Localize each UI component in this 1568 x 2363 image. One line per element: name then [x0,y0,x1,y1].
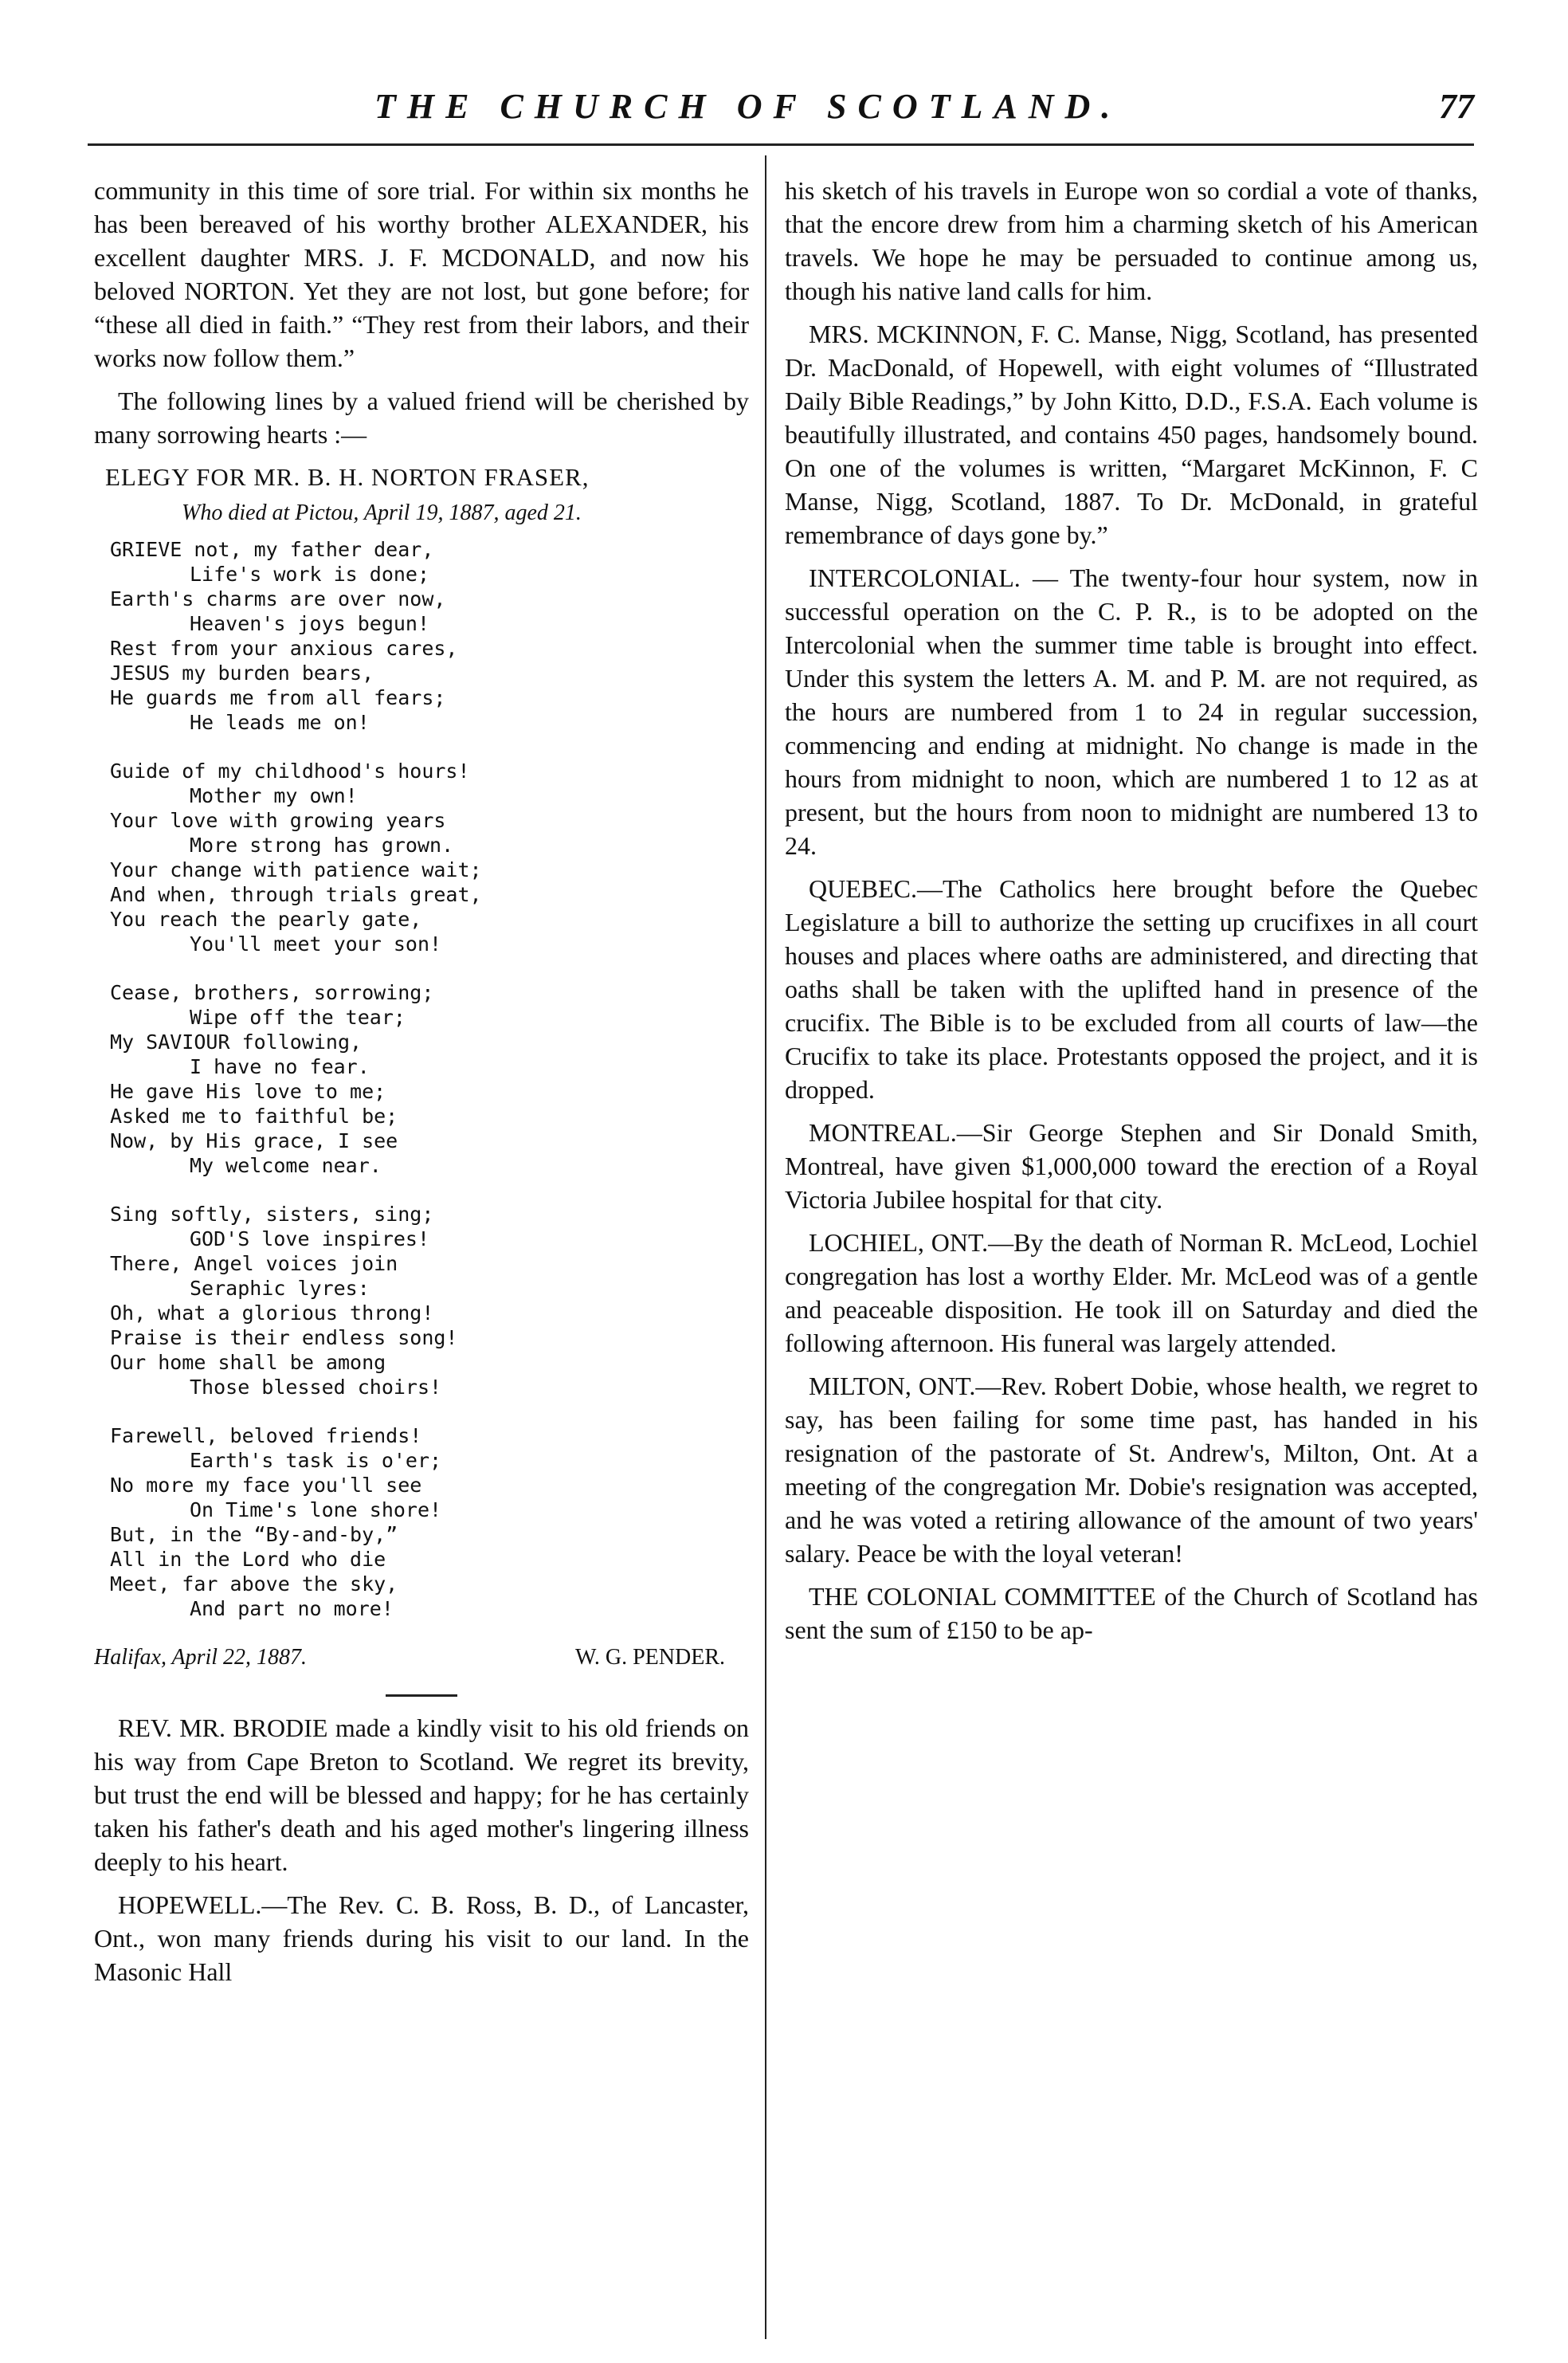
poem-stanza [110,980,749,1178]
poem-line: Praise is their endless song! [110,1326,458,1349]
poem-line: On Time's lone shore! [190,1498,442,1521]
poem-line: Wipe off the tear; [190,1006,406,1029]
poem-line: More strong has grown. [190,834,454,857]
poem-line: Your love with growing years [110,809,446,832]
poem-line: Asked me to faithful be; [110,1105,398,1128]
poem-line: Rest from your anxious cares, [110,637,458,660]
right-column [785,174,1478,2326]
poem-stanza [110,1423,749,1621]
left-column [94,174,749,2326]
poem-line: Now, by His grace, I see [110,1129,398,1152]
poem-line: My welcome near. [190,1154,382,1177]
poem-line: Our home shall be among [110,1351,386,1374]
column-divider [765,155,766,2339]
header-rule [88,143,1474,146]
poem-line: Oh, what a glorious throng! [110,1301,434,1325]
poem-line: But, in the “By-and-by,” [110,1523,398,1546]
paragraph-intro-lines: The following lines by a valued friend will be cherished by many sorrowing hearts :— [94,387,749,449]
paragraph-colonial-committee: THE COLONIAL COMMITTEE of the Church of Scotland has sent the sum of £150 to be ap- [785,1582,1478,1644]
poem-line: My SAVIOUR following, [110,1030,363,1054]
poem-stanza [110,759,749,956]
poem-signature [94,1645,749,1680]
paragraph-hopewell: HOPEWELL.—The Rev. C. B. Ross, B. D., of Lancaster, Ont., won many friends during his visit to our land. In the Masonic Hall [94,1890,749,1986]
poem-line: Earth's charms are over now, [110,587,446,610]
poem-line: Earth's task is o'er; [190,1449,442,1472]
poem-line: Those blessed choirs! [190,1376,442,1399]
poem-line: JESUS my burden bears, [110,661,374,685]
poem-line: He guards me from all fears; [110,686,446,709]
poem-line: You reach the pearly gate, [110,908,422,931]
poem-line: Life's work is done; [190,563,430,586]
paragraph-montreal: MONTREAL.—Sir George Stephen and Sir Donald Smith, Montreal, have given $1,000,000 toward the erection of a Royal Victoria Jubilee hospital for that city. [785,1118,1478,1214]
paragraph-continuation: community in this time of sore trial. For within six months he has been bereaved of his worthy brother ALEXANDER, his excellent daughter MRS. J. F. MCDONALD, and now his beloved NORTON. Yet they are not lost, but gone before; for “these all died in faith.” “They rest from their labors, and their works now follow them.” [94,176,749,372]
paragraph-mckinnon: MRS. MCKINNON, F. C. Manse, Nigg, Scotland, has presented Dr. MacDonald, of Hopewell, with eight volumes of “Illustrated Daily Bible Readings,” by John Kitto, D.D., F.S.A. Each volume is beautifully illustrated, and contains 450 pages, handsomely bound. On one of the volumes is written, “Margaret McKinnon, F. C Manse, Nigg, Scotland, 1887. To Dr. McDonald, in grateful remembrance of days gone by.” [785,320,1478,549]
poem-line: Sing softly, sisters, sing; [110,1203,434,1226]
signature-place-date: Halifax, April 22, 1887. [94,1645,308,1670]
paragraph-lochiel: LOCHIEL, ONT.—By the death of Norman R. McLeod, Lochiel congregation has lost a worthy Elder. Mr. McLeod was of a gentle and peaceable disposition. He took ill on Saturday and died the following afternoon. His funeral was largely attended. [785,1228,1478,1357]
poem-line: He leads me on! [190,711,370,734]
poem-line: Mother my own! [190,784,358,807]
signature-author: W. G. PENDER. [575,1645,725,1670]
poem-line: You'll meet your son! [190,932,442,956]
paragraph-milton: MILTON, ONT.—Rev. Robert Dobie, whose health, we regret to say, has been failing for some time past, has handed in his resignation of the pastorate of St. Andrew's, Milton, Ont. At a meeting of the congregation Mr. Dobie's resignation was accepted, and he was voted a retiring allowance of the amount of two years' salary. Peace be with the loyal veteran! [785,1372,1478,1568]
page-number: 77 [1439,87,1474,126]
running-title: THE CHURCH OF SCOTLAND. [374,87,1122,126]
paragraph-intercolonial: INTERCOLONIAL. — The twenty-four hour system, now in successful operation on the C. P. R., is to be adopted on the Intercolonial when the summer time table is brought into effect. Under this system the letters A. M. and P. M. are not required, as the hours are numbered from 1 to 24 in regular succession, commencing and ending at midnight. No change is made in the hours from midnight to noon, which are numbered 1 to 12 as at present, but the hours from noon to midnight are numbered 13 to 24. [785,563,1478,860]
running-head [88,86,1474,142]
poem-line: No more my face you'll see [110,1474,422,1497]
paragraph-quebec: QUEBEC.—The Catholics here brought before the Quebec Legislature a bill to authorize the setting up crucifixes in all court houses and places where oaths are administered, and directing that oaths shall be taken with the uplifted hand in presence of the crucifix. The Bible is to be excluded from all courts of law—the Crucifix to take its place. Protestants opposed the project, and it is dropped. [785,874,1478,1104]
poem-line: He gave His love to me; [110,1080,386,1103]
section-divider [386,1694,457,1697]
poem-stanza [110,537,749,735]
poem-line: GOD'S love inspires! [190,1227,430,1250]
poem-line: There, Angel voices join [110,1252,398,1275]
poem-line: Heaven's joys begun! [190,612,430,635]
poem-line: And part no more! [190,1597,394,1620]
poem-line: Meet, far above the sky, [110,1572,398,1596]
poem-line: GRIEVE not, my father dear, [110,538,434,561]
poem-line: I have no fear. [190,1055,370,1078]
poem-line: Farewell, beloved friends! [110,1424,422,1447]
poem-line: Seraphic lyres: [190,1277,370,1300]
elegy-title: ELEGY FOR MR. B. H. NORTON FRASER, [105,463,590,491]
poem-line: Your change with patience wait; [110,858,482,881]
poem-stanza [110,1202,749,1399]
poem-line: Cease, brothers, sorrowing; [110,981,434,1004]
poem-line: Guide of my childhood's hours! [110,760,470,783]
paragraph-brodie: REV. MR. BRODIE made a kindly visit to his old friends on his way from Cape Breton to Scotland. We regret its brevity, but trust the end will be blessed and happy; for he has certainly taken his father's death and his aged mother's lingering illness deeply to his heart. [94,1713,749,1876]
elegy-subtitle: Who died at Pictou, April 19, 1887, aged 21. [182,500,582,525]
poem-line: And when, through trials great, [110,883,482,906]
paragraph-continuation: his sketch of his travels in Europe won so cordial a vote of thanks, that the encore drew from him a charming sketch of his American travels. We hope he may be persuaded to continue among us, though his native land calls for him. [785,176,1478,305]
poem-line: All in the Lord who die [110,1548,386,1571]
